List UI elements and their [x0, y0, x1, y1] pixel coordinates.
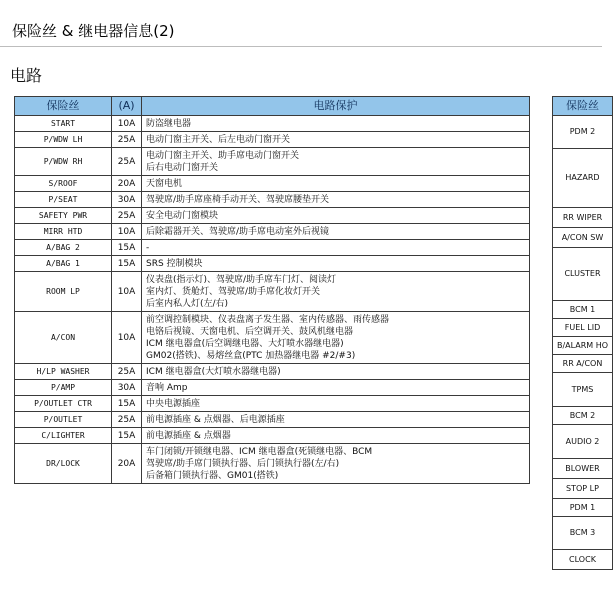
circuit-cell: [142, 116, 530, 132]
side-table-row: [553, 319, 613, 337]
amperage-cell: 15A: [112, 240, 142, 256]
side-fuse-name-cell: BCM 2: [553, 407, 613, 425]
side-fuse-name-cell: HAZARD: [553, 149, 613, 208]
fuse-name-cell: P/SEAT: [15, 192, 112, 208]
circuit-line: 驾驶席/助手席门锁执行器、后门锁执行器(左/右): [146, 458, 340, 469]
circuit-line: 车门闭锁/开锁继电器、ICM 继电器盒(死锁继电器、BCM: [146, 446, 373, 457]
fuse-name-cell: H/LP WASHER: [15, 364, 112, 380]
side-table-row: [553, 407, 613, 425]
side-fuse-name-cell: CLOCK: [553, 550, 613, 570]
col-header-fuse: 保险丝: [15, 97, 112, 116]
circuit-line: 电铬后视镜、天窗电机、后空调开关、鼓风机继电器: [146, 326, 354, 337]
table-row: [15, 148, 530, 176]
side-fuse-name-cell: TPMS: [553, 373, 613, 407]
circuit-line: 中央电源插座: [146, 398, 201, 409]
circuit-line: GM02(搭铁)、易熔丝盒(PTC 加热器继电器 #2/#3): [146, 350, 356, 361]
fuse-name-cell: P/WDW LH: [15, 132, 112, 148]
circuit-line: -: [146, 242, 150, 253]
circuit-cell: [142, 272, 530, 312]
circuit-line: 室内灯、货舱灯、驾驶席/助手席化妆灯开关: [146, 286, 321, 297]
circuit-line: 电动门窗主开关、助手席电动门窗开关: [146, 150, 300, 161]
fuse-name-cell: S/ROOF: [15, 176, 112, 192]
circuit-cell: [142, 208, 530, 224]
side-fuse-name-cell: PDM 2: [553, 116, 613, 149]
circuit-cell: [142, 148, 530, 176]
side-table-row: [553, 425, 613, 459]
circuit-line: 仪表盘(指示灯)、驾驶席/助手席车门灯、阅读灯: [146, 274, 337, 285]
amperage-cell: 30A: [112, 380, 142, 396]
fuse-name-cell: A/CON: [15, 312, 112, 364]
circuit-line: 天窗电机: [146, 178, 183, 189]
side-fuse-name-cell: AUDIO 2: [553, 425, 613, 459]
circuit-line: 音响 Amp: [146, 382, 188, 393]
side-fuse-name-cell: B/ALARM HO: [553, 337, 613, 355]
circuit-line: 防盗继电器: [146, 118, 192, 129]
side-fuse-name-cell: STOP LP: [553, 479, 613, 499]
side-fuse-name-cell: CLUSTER: [553, 248, 613, 301]
col-header-amp: (A): [112, 97, 142, 116]
fuse-name-cell: P/OUTLET CTR: [15, 396, 112, 412]
fuse-name-cell: A/BAG 1: [15, 256, 112, 272]
circuit-cell: [142, 380, 530, 396]
circuit-cell: [142, 412, 530, 428]
side-table-row: [553, 208, 613, 228]
amperage-cell: 25A: [112, 412, 142, 428]
amperage-cell: 10A: [112, 272, 142, 312]
fuse-name-cell: DR/LOCK: [15, 444, 112, 484]
circuit-cell: [142, 364, 530, 380]
fuse-name-cell: P/WDW RH: [15, 148, 112, 176]
circuit-line: 安全电动门窗模块: [146, 210, 219, 221]
circuit-line: 后备箱门锁执行器、GM01(搭铁): [146, 470, 279, 481]
side-table-row: [553, 228, 613, 248]
table-row: [15, 192, 530, 208]
circuit-cell: [142, 256, 530, 272]
table-row: [15, 224, 530, 240]
circuit-line: 后右电动门窗开关: [146, 162, 219, 173]
circuit-line: 后除霜器开关、驾驶席/助手席电动室外后视镜: [146, 226, 330, 237]
table-row: [15, 364, 530, 380]
table-row: [15, 272, 530, 312]
circuit-line: 前空调控制模块、仪表盘离子发生器、室内传感器、雨传感器: [146, 314, 390, 325]
amperage-cell: 10A: [112, 116, 142, 132]
side-table-row: [553, 248, 613, 301]
fuse-name-cell: START: [15, 116, 112, 132]
side-fuse-table: [552, 96, 613, 570]
amperage-cell: 15A: [112, 396, 142, 412]
circuit-line: 后室内私人灯(左/右): [146, 298, 229, 309]
side-fuse-name-cell: RR A/CON: [553, 355, 613, 373]
fuse-name-cell: ROOM LP: [15, 272, 112, 312]
table-row: [15, 444, 530, 484]
circuit-line: 前电源插座 & 点烟器、后电源插座: [146, 414, 285, 425]
table-row: [15, 256, 530, 272]
amperage-cell: 25A: [112, 208, 142, 224]
side-col-header-fuse: 保险丝: [553, 97, 613, 116]
fuse-name-cell: P/OUTLET: [15, 412, 112, 428]
circuit-cell: [142, 444, 530, 484]
amperage-cell: 25A: [112, 364, 142, 380]
amperage-cell: 10A: [112, 312, 142, 364]
col-header-circuit: 电路保护: [142, 97, 530, 116]
fuse-circuit-table: [14, 96, 530, 484]
side-table-row: [553, 499, 613, 517]
circuit-line: ICM 继电器盒(后空调继电器、大灯喷水器继电器): [146, 338, 344, 349]
side-table-body: [553, 116, 613, 570]
side-table-row: [553, 550, 613, 570]
table-row: [15, 312, 530, 364]
circuit-line: 驾驶席/助手席座椅手动开关、驾驶席腰垫开关: [146, 194, 330, 205]
side-fuse-name-cell: PDM 1: [553, 499, 613, 517]
circuit-cell: [142, 396, 530, 412]
circuit-cell: [142, 312, 530, 364]
table-row: [15, 176, 530, 192]
side-fuse-name-cell: A/CON SW: [553, 228, 613, 248]
table-row: [15, 240, 530, 256]
page-title: 保险丝 & 继电器信息(2): [12, 22, 175, 40]
circuit-line: 前电源插座 & 点烟器: [146, 430, 231, 441]
table-row: [15, 132, 530, 148]
table-row: [15, 208, 530, 224]
fuse-name-cell: SAFETY PWR: [15, 208, 112, 224]
side-table-row: [553, 373, 613, 407]
amperage-cell: 10A: [112, 224, 142, 240]
side-table-row: [553, 459, 613, 479]
side-table-row: [553, 337, 613, 355]
side-table-row: [553, 479, 613, 499]
circuit-cell: [142, 132, 530, 148]
circuit-cell: [142, 428, 530, 444]
title-divider: [0, 46, 602, 47]
side-table-row: [553, 517, 613, 550]
amperage-cell: 20A: [112, 444, 142, 484]
table-row: [15, 116, 530, 132]
amperage-cell: 25A: [112, 132, 142, 148]
fuse-name-cell: C/LIGHTER: [15, 428, 112, 444]
circuit-line: 电动门窗主开关、后左电动门窗开关: [146, 134, 291, 145]
table-row: [15, 380, 530, 396]
circuit-line: ICM 继电器盒(大灯喷水器继电器): [146, 366, 281, 377]
fuse-name-cell: P/AMP: [15, 380, 112, 396]
circuit-cell: [142, 240, 530, 256]
amperage-cell: 15A: [112, 256, 142, 272]
side-table-row: [553, 355, 613, 373]
amperage-cell: 15A: [112, 428, 142, 444]
amperage-cell: 30A: [112, 192, 142, 208]
section-heading: 电路: [10, 66, 43, 85]
circuit-cell: [142, 192, 530, 208]
side-fuse-name-cell: BCM 1: [553, 301, 613, 319]
side-fuse-name-cell: BCM 3: [553, 517, 613, 550]
circuit-cell: [142, 224, 530, 240]
table-row: [15, 428, 530, 444]
table-row: [15, 396, 530, 412]
side-fuse-name-cell: BLOWER: [553, 459, 613, 479]
side-table-row: [553, 116, 613, 149]
table-row: [15, 412, 530, 428]
fuse-table-body: [15, 116, 530, 484]
side-table-row: [553, 149, 613, 208]
side-fuse-name-cell: RR WIPER: [553, 208, 613, 228]
circuit-line: SRS 控制模块: [146, 258, 203, 269]
side-table-row: [553, 301, 613, 319]
side-fuse-name-cell: FUEL LID: [553, 319, 613, 337]
fuse-name-cell: MIRR HTD: [15, 224, 112, 240]
fuse-name-cell: A/BAG 2: [15, 240, 112, 256]
circuit-cell: [142, 176, 530, 192]
amperage-cell: 25A: [112, 148, 142, 176]
amperage-cell: 20A: [112, 176, 142, 192]
